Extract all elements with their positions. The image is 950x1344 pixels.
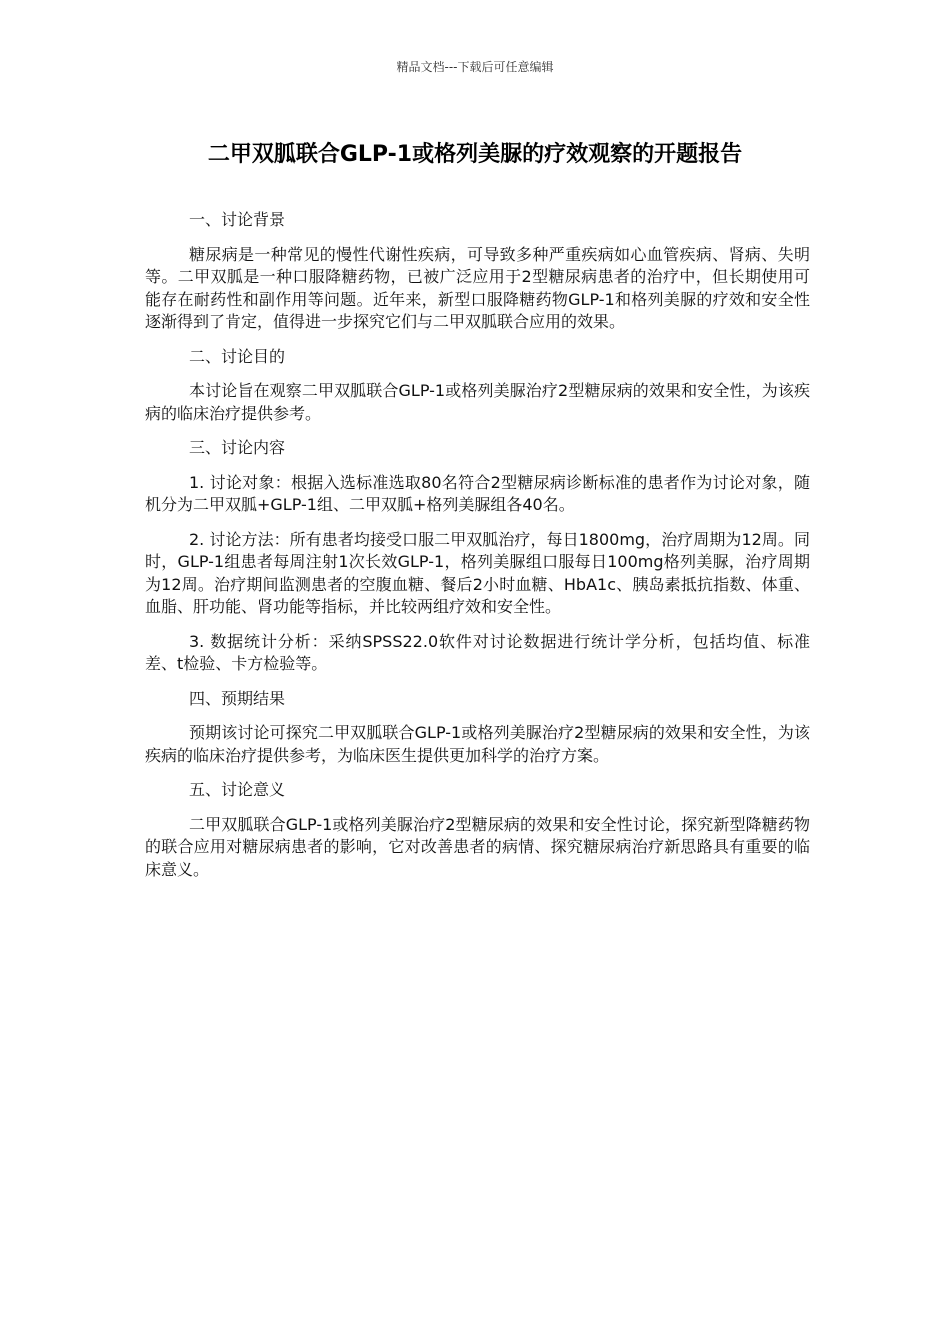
section-paragraph: 预期该讨论可探究二甲双胍联合GLP-1或格列美脲治疗2型糖尿病的效果和安全性，为该疾病的临床治疗提供参考，为临床医生提供更加科学的治疗方案。	[145, 723, 810, 765]
section-paragraph: 2. 讨论方法：所有患者均接受口服二甲双胍治疗，每日1800mg，治疗周期为12周。同时，GLP-1组患者每周注射1次长效GLP-1，格列美脲组口服每日100mg格列美脲，治疗周期为12周。治疗期间监测患者的空腹血糖、餐后2小时血糖、HbA1c、胰岛素抵抗指数、体重、血脂、肝功能、肾功能等指标，并比较两组疗效和安全性。	[145, 529, 810, 616]
section-paragraph: 糖尿病是一种常见的慢性代谢性疾病，可导致多种严重疾病如心血管疾病、肾病、失明等。二甲双胍是一种口服降糖药物，已被广泛应用于2型糖尿病患者的治疗中，但长期使用可能存在耐药性和副作用等问题。近年来，新型口服降糖药物GLP-1和格列美脲的疗效和安全性逐渐得到了肯定，值得进一步探究它们与二甲双胍联合应用的效果。	[145, 244, 810, 331]
page-header-watermark: 精品文档---下载后可任意编辑	[396, 60, 554, 74]
section-heading-purpose: 二、讨论目的	[189, 346, 286, 366]
section-paragraph: 3. 数据统计分析：采纳SPSS22.0软件对讨论数据进行统计学分析，包括均值、标准差、t检验、卡方检验等。	[145, 631, 810, 673]
section-heading-expected-results: 四、预期结果	[189, 688, 286, 708]
section-paragraph: 二甲双胍联合GLP-1或格列美脲治疗2型糖尿病的效果和安全性讨论，探究新型降糖药物的联合应用对糖尿病患者的影响，它对改善患者的病情、探究糖尿病治疗新思路具有重要的临床意义。	[145, 814, 810, 879]
section-paragraph: 1. 讨论对象：根据入选标准选取80名符合2型糖尿病诊断标准的患者作为讨论对象，随机分为二甲双胍+GLP-1组、二甲双胍+格列美脲组各40名。	[145, 472, 810, 514]
document-title: 二甲双胍联合GLP-1或格列美脲的疗效观察的开题报告	[207, 142, 743, 167]
section-heading-significance: 五、讨论意义	[189, 780, 286, 799]
section-heading-content: 三、讨论内容	[189, 438, 286, 457]
section-heading-background: 一、讨论背景	[189, 210, 286, 229]
section-paragraph: 本讨论旨在观察二甲双胍联合GLP-1或格列美脲治疗2型糖尿病的效果和安全性，为该疾病的临床治疗提供参考。	[145, 381, 810, 423]
document-body	[145, 209, 810, 893]
